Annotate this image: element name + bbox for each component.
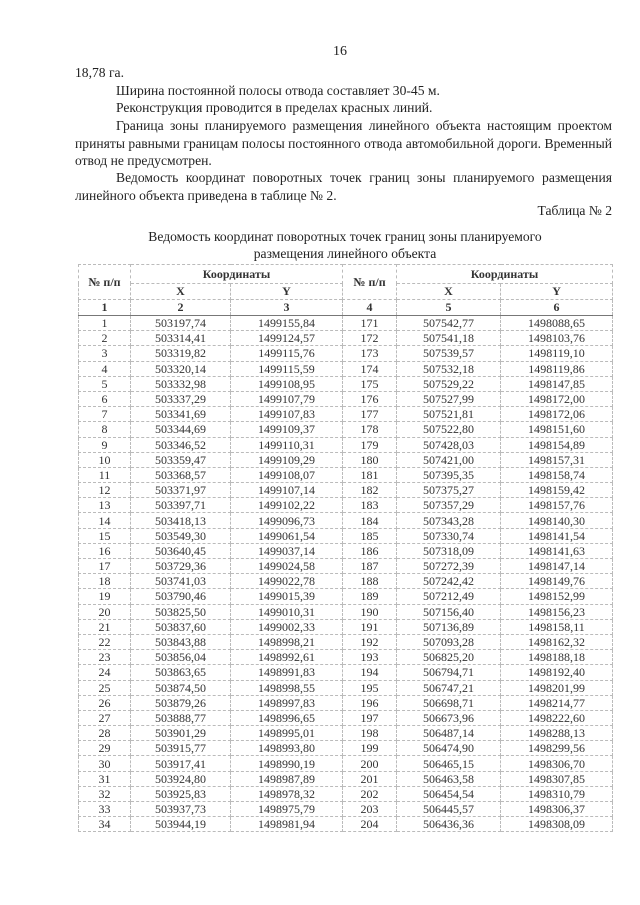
coord-y: 1498149,76 [501,574,613,589]
table-row [79,680,613,695]
point-number: 201 [343,771,397,786]
point-number: 192 [343,634,397,649]
table-row [79,802,613,817]
coord-y: 1498310,79 [501,786,613,801]
point-number: 196 [343,695,397,710]
table-row [79,695,613,710]
point-number: 177 [343,407,397,422]
paragraph-statement: Ведомость координат поворотных точек границ зоны планируемого размещения линейного объекта приведена в таблице № 2. [75,170,612,203]
coord-y: 1498157,31 [501,452,613,467]
point-number: 17 [79,559,131,574]
table-row [79,498,613,513]
point-number: 191 [343,619,397,634]
coord-x: 506445,57 [397,802,501,817]
table-row [79,543,613,558]
coord-y: 1498162,32 [501,634,613,649]
table-title-line1: Ведомость координат поворотных точек границ зоны планируемого [148,229,542,244]
point-number: 186 [343,543,397,558]
coord-y: 1498288,13 [501,726,613,741]
coord-y: 1499015,39 [231,589,343,604]
paragraph-area: 18,78 га. [75,65,124,80]
coord-y: 1498201,99 [501,680,613,695]
table-row [79,391,613,406]
table-row [79,437,613,452]
coord-y: 1498192,40 [501,665,613,680]
table-row [79,604,613,619]
coord-x: 506673,96 [397,710,501,725]
coord-y: 1498306,37 [501,802,613,817]
point-number: 195 [343,680,397,695]
coord-x: 503368,57 [131,467,231,482]
point-number: 22 [79,634,131,649]
point-number: 7 [79,407,131,422]
point-number: 10 [79,452,131,467]
table-row [79,528,613,543]
coord-x: 507542,77 [397,316,501,331]
coord-y: 1498998,55 [231,680,343,695]
table-row [79,361,613,376]
table-row [79,467,613,482]
point-number: 198 [343,726,397,741]
coord-y: 1498991,83 [231,665,343,680]
table-row [79,710,613,725]
coord-y: 1499002,33 [231,619,343,634]
coord-x: 507272,39 [397,559,501,574]
coord-x: 503741,03 [131,574,231,589]
coord-x: 503917,41 [131,756,231,771]
coord-x: 503640,45 [131,543,231,558]
point-number: 25 [79,680,131,695]
coord-y: 1499107,14 [231,483,343,498]
coord-x: 507395,35 [397,467,501,482]
coord-x: 506465,15 [397,756,501,771]
point-number: 3 [79,346,131,361]
coord-x: 503549,30 [131,528,231,543]
point-number: 13 [79,498,131,513]
coord-y: 1499010,31 [231,604,343,619]
coord-x: 503901,29 [131,726,231,741]
coord-y: 1499109,37 [231,422,343,437]
point-number: 19 [79,589,131,604]
coord-x: 503344,69 [131,422,231,437]
coord-y: 1498975,79 [231,802,343,817]
point-number: 182 [343,483,397,498]
coord-x: 503341,69 [131,407,231,422]
table-row [79,559,613,574]
coord-y: 1499022,78 [231,574,343,589]
point-number: 203 [343,802,397,817]
point-number: 1 [79,316,131,331]
col-number: 6 [501,300,613,316]
header-num-right: № п/п [343,265,397,300]
header-y-left: Y [231,284,343,300]
coord-x: 506436,36 [397,817,501,832]
table-row [79,452,613,467]
coord-x: 507428,03 [397,437,501,452]
table-row [79,817,613,832]
coord-y: 1498996,65 [231,710,343,725]
point-number: 20 [79,604,131,619]
coord-x: 503397,71 [131,498,231,513]
coord-x: 507136,89 [397,619,501,634]
point-number: 28 [79,726,131,741]
coord-x: 507527,99 [397,391,501,406]
coord-x: 507156,40 [397,604,501,619]
point-number: 2 [79,331,131,346]
table-row [79,619,613,634]
coord-y: 1499096,73 [231,513,343,528]
coord-y: 1498159,42 [501,483,613,498]
coord-x: 503874,50 [131,680,231,695]
coord-y: 1498157,76 [501,498,613,513]
coord-x: 506474,90 [397,741,501,756]
coord-y: 1498088,65 [501,316,613,331]
table-row [79,376,613,391]
point-number: 16 [79,543,131,558]
coord-x: 507529,22 [397,376,501,391]
coord-x: 503879,26 [131,695,231,710]
table-row [79,786,613,801]
coord-y: 1498998,21 [231,634,343,649]
point-number: 187 [343,559,397,574]
point-number: 24 [79,665,131,680]
coord-y: 1498308,09 [501,817,613,832]
coord-y: 1498981,94 [231,817,343,832]
paragraph-reconstruction: Реконструкция проводится в пределах красных линий. [116,100,433,115]
point-number: 173 [343,346,397,361]
coord-y: 1498147,85 [501,376,613,391]
point-number: 29 [79,741,131,756]
coord-y: 1498119,86 [501,361,613,376]
table-body [79,316,613,832]
point-number: 12 [79,483,131,498]
coord-y: 1498978,32 [231,786,343,801]
header-num-left: № п/п [79,265,131,300]
coord-x: 503359,47 [131,452,231,467]
col-number: 3 [231,300,343,316]
coord-x: 503197,74 [131,316,231,331]
coord-x: 506698,71 [397,695,501,710]
table-row [79,589,613,604]
coord-y: 1499102,22 [231,498,343,513]
point-number: 184 [343,513,397,528]
coord-x: 503937,73 [131,802,231,817]
point-number: 185 [343,528,397,543]
coord-y: 1498214,77 [501,695,613,710]
coord-y: 1499024,58 [231,559,343,574]
coord-y: 1498103,76 [501,331,613,346]
coordinates-table [78,264,613,832]
point-number: 193 [343,650,397,665]
coord-x: 503418,13 [131,513,231,528]
point-number: 8 [79,422,131,437]
point-number: 21 [79,619,131,634]
coord-x: 507539,57 [397,346,501,361]
coord-x: 506487,14 [397,726,501,741]
header-coords-right: Координаты [397,265,613,284]
coord-y: 1498140,30 [501,513,613,528]
coord-x: 507212,49 [397,589,501,604]
point-number: 32 [79,786,131,801]
coord-y: 1498141,54 [501,528,613,543]
coord-x: 507093,28 [397,634,501,649]
coord-x: 503314,41 [131,331,231,346]
point-number: 30 [79,756,131,771]
coord-y: 1498987,89 [231,771,343,786]
table-row [79,634,613,649]
point-number: 190 [343,604,397,619]
coord-y: 1498119,10 [501,346,613,361]
point-number: 194 [343,665,397,680]
coord-y: 1499110,31 [231,437,343,452]
coord-x: 503729,36 [131,559,231,574]
coord-x: 506454,54 [397,786,501,801]
coord-x: 503915,77 [131,741,231,756]
point-number: 179 [343,437,397,452]
coord-x: 507375,27 [397,483,501,498]
coord-y: 1498141,63 [501,543,613,558]
header-x-left: X [131,284,231,300]
coord-x: 503843,88 [131,634,231,649]
point-number: 33 [79,802,131,817]
coord-x: 503332,98 [131,376,231,391]
point-number: 6 [79,391,131,406]
paragraph-width: Ширина постоянной полосы отвода составляет 30-45 м. [116,83,440,98]
point-number: 175 [343,376,397,391]
point-number: 26 [79,695,131,710]
coord-y: 1499037,14 [231,543,343,558]
col-number: 5 [397,300,501,316]
header-coords-left: Координаты [131,265,343,284]
point-number: 180 [343,452,397,467]
header-x-right: X [397,284,501,300]
point-number: 188 [343,574,397,589]
coord-x: 503944,19 [131,817,231,832]
coord-x: 507330,74 [397,528,501,543]
point-number: 15 [79,528,131,543]
point-number: 23 [79,650,131,665]
col-number: 2 [131,300,231,316]
point-number: 14 [79,513,131,528]
coord-y: 1499108,07 [231,467,343,482]
coord-y: 1498147,14 [501,559,613,574]
coord-y: 1498156,23 [501,604,613,619]
coord-y: 1499107,79 [231,391,343,406]
paragraph-boundary: Граница зоны планируемого размещения линейного объекта настоящим проектом приняты равными границам полосы постоянного отвода автомобильной дороги. Временный отвод не предусмотрен. [75,118,612,168]
table-row [79,331,613,346]
coord-x: 507522,80 [397,422,501,437]
table-row [79,483,613,498]
coord-x: 507318,09 [397,543,501,558]
point-number: 197 [343,710,397,725]
page-number: 16 [333,44,347,59]
coord-y: 1498158,11 [501,619,613,634]
table-title [75,228,615,262]
point-number: 200 [343,756,397,771]
table-row [79,346,613,361]
header-y-right: Y [501,284,613,300]
coord-x: 506747,21 [397,680,501,695]
table-row [79,422,613,437]
table-title-line2: размещения линейного объекта [253,246,437,261]
coord-y: 1499109,29 [231,452,343,467]
coord-x: 507357,29 [397,498,501,513]
point-number: 174 [343,361,397,376]
point-number: 171 [343,316,397,331]
coord-x: 503924,80 [131,771,231,786]
col-number: 1 [79,300,131,316]
coord-x: 503825,50 [131,604,231,619]
point-number: 27 [79,710,131,725]
point-number: 18 [79,574,131,589]
table-row [79,741,613,756]
coord-x: 503925,83 [131,786,231,801]
point-number: 9 [79,437,131,452]
point-number: 5 [79,376,131,391]
coord-x: 503863,65 [131,665,231,680]
coord-y: 1498151,60 [501,422,613,437]
coord-y: 1499108,95 [231,376,343,391]
coord-x: 503856,04 [131,650,231,665]
coord-x: 507421,00 [397,452,501,467]
table-row [79,574,613,589]
coord-x: 503790,46 [131,589,231,604]
coord-x: 503337,29 [131,391,231,406]
coord-y: 1498990,19 [231,756,343,771]
coord-x: 507343,28 [397,513,501,528]
coord-y: 1498997,83 [231,695,343,710]
table-row [79,513,613,528]
coord-x: 503371,97 [131,483,231,498]
coord-y: 1498222,60 [501,710,613,725]
coord-x: 503346,52 [131,437,231,452]
point-number: 31 [79,771,131,786]
col-number: 4 [343,300,397,316]
table-row [79,756,613,771]
coord-x: 503319,82 [131,346,231,361]
coord-y: 1499155,84 [231,316,343,331]
coord-x: 503320,14 [131,361,231,376]
coord-y: 1499124,57 [231,331,343,346]
point-number: 4 [79,361,131,376]
coord-x: 503837,60 [131,619,231,634]
table-row [79,771,613,786]
table-row [79,316,613,331]
coord-y: 1498172,00 [501,391,613,406]
point-number: 172 [343,331,397,346]
coord-y: 1498154,89 [501,437,613,452]
table-row [79,650,613,665]
point-number: 11 [79,467,131,482]
coord-x: 507532,18 [397,361,501,376]
table-row [79,726,613,741]
coord-x: 507242,42 [397,574,501,589]
coord-x: 506794,71 [397,665,501,680]
point-number: 202 [343,786,397,801]
coord-y: 1498299,56 [501,741,613,756]
point-number: 176 [343,391,397,406]
coord-y: 1498993,80 [231,741,343,756]
table-caption: Таблица № 2 [537,203,612,218]
coord-y: 1499115,76 [231,346,343,361]
point-number: 183 [343,498,397,513]
coord-x: 507521,81 [397,407,501,422]
coord-y: 1499107,83 [231,407,343,422]
coord-x: 503888,77 [131,710,231,725]
coord-y: 1499115,59 [231,361,343,376]
point-number: 189 [343,589,397,604]
point-number: 181 [343,467,397,482]
coord-y: 1498307,85 [501,771,613,786]
coord-y: 1498995,01 [231,726,343,741]
point-number: 204 [343,817,397,832]
table-row [79,665,613,680]
coord-x: 506825,20 [397,650,501,665]
coord-y: 1499061,54 [231,528,343,543]
table-row [79,407,613,422]
coord-y: 1498152,99 [501,589,613,604]
coord-y: 1498158,74 [501,467,613,482]
point-number: 178 [343,422,397,437]
coord-y: 1498992,61 [231,650,343,665]
point-number: 34 [79,817,131,832]
coord-x: 507541,18 [397,331,501,346]
coord-y: 1498172,06 [501,407,613,422]
coord-x: 506463,58 [397,771,501,786]
coord-y: 1498188,18 [501,650,613,665]
point-number: 199 [343,741,397,756]
coord-y: 1498306,70 [501,756,613,771]
